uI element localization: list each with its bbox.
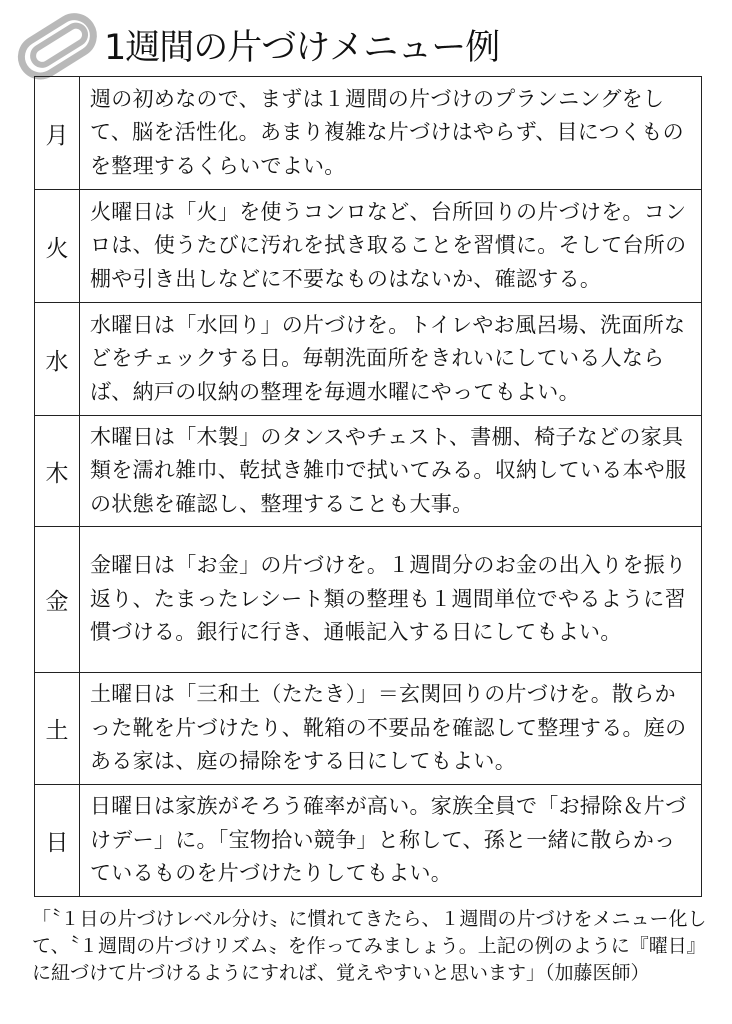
table-row — [35, 673, 702, 785]
weekly-menu-table — [34, 76, 702, 897]
page-title: 1週間の片づけメニュー例 — [104, 28, 500, 68]
table-row — [35, 416, 702, 527]
day-description: 日曜日は家族がそろう確率が高い。家族全員で「お掃除＆片づけデー」に。「宝物拾い競争」と称して、孫と一緒に散らかっているものを片づけたりしてもよい。 — [80, 785, 702, 897]
day-description: 木曜日は「木製」のタンスやチェスト、書棚、椅子などの家具類を濡れ雑巾、乾拭き雑巾で拭いてみる。収納している本や服の状態を確認し、整理することも大事。 — [80, 416, 702, 527]
day-label: 火 — [35, 190, 80, 303]
table-row — [35, 785, 702, 897]
day-description: 金曜日は「お金」の片づけを。１週間分のお金の出入りを振り返り、たまったレシート類の整理も１週間単位でやるように習慣づける。銀行に行き、通帳記入する日にしてもよい。 — [80, 527, 702, 673]
paper-clip-icon — [10, 6, 102, 86]
day-label: 水 — [35, 303, 80, 416]
day-label: 金 — [35, 527, 80, 673]
table-row — [35, 77, 702, 190]
table-row — [35, 303, 702, 416]
day-description: 週の初めなので、まずは１週間の片づけのプランニングをして、脳を活性化。あまり複雑な片づけはやらず、目につくものを整理するくらいでよい。 — [80, 77, 702, 190]
footnote-quote: 「〝１日の片づけレベル分け〟に慣れてきたら、１週間の片づけをメニュー化して、〝１週間の片づけリズム〟を作ってみましょう。上記の例のように『曜日』に紐づけて片づけるようにすれば、覚えやすいと思います」（加藤医師） — [32, 908, 707, 984]
table-row — [35, 190, 702, 303]
day-description: 土曜日は「三和土（たたき）」＝玄関回りの片づけを。散らかった靴を片づけたり、靴箱の不要品を確認して整理する。庭のある家は、庭の掃除をする日にしてもよい。 — [80, 673, 702, 785]
day-label: 土 — [35, 673, 80, 785]
day-label: 月 — [35, 77, 80, 190]
day-label: 木 — [35, 416, 80, 527]
day-label: 日 — [35, 785, 80, 897]
day-description: 水曜日は「水回り」の片づけを。トイレやお風呂場、洗面所などをチェックする日。毎朝洗面所をきれいにしている人ならば、納戸の収納の整理を毎週水曜にやってもよい。 — [80, 303, 702, 416]
table-row — [35, 527, 702, 673]
day-description: 火曜日は「火」を使うコンロなど、台所回りの片づけを。コンロは、使うたびに汚れを拭き取ることを習慣に。そして台所の棚や引き出しなどに不要なものはないか、確認する。 — [80, 190, 702, 303]
